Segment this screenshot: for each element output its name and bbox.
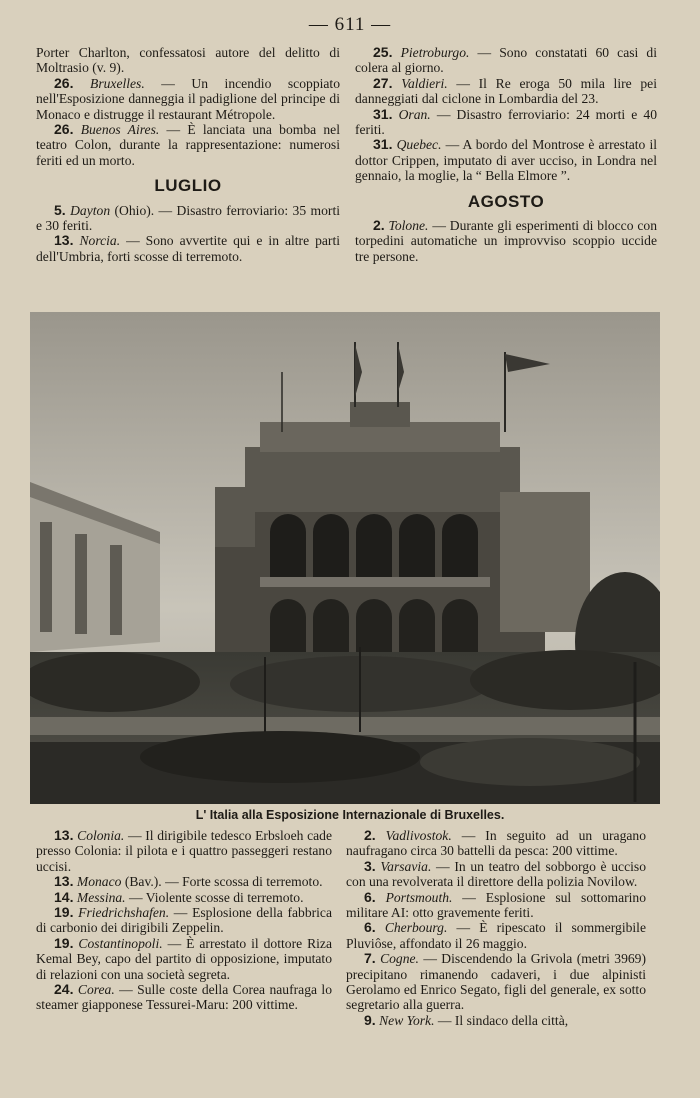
column-bottom-right: [346, 828, 646, 1028]
chronicle-entry: 13. Monaco (Bav.). — Forte scossa di terremoto.: [54, 873, 323, 890]
pavilion-illustration: [30, 312, 660, 804]
chronicle-entry: 6. Portsmouth. — Esplosione sul sottomarino militare AI: otto gravemente feriti.: [346, 888, 646, 921]
pavilion-photograph: [30, 312, 660, 804]
chronicle-entry: 2. Tolone. — Durante gli esperimenti di blocco con torpedini automatiche un improvviso scoppio uccide tre persone.: [355, 217, 657, 264]
column-bottom-left: [36, 828, 332, 1013]
chronicle-entry: 31. Quebec. — A bordo del Montrose è arrestato il dottor Crippen, imputato di aver ucciso, in Londra nel gennaio, la moglie, la “ Bella Elmore ”.: [355, 136, 658, 184]
chronicle-entry: 25. Pietroburgo. — Sono constatati 60 casi di colera al giorno.: [355, 44, 657, 76]
chronicle-entry: 13. Colonia. — Il dirigibile tedesco Erbsloeh cade presso Colonia: il pilota e i quattro passeggeri restano uccisi.: [36, 827, 332, 874]
chronicle-entry: 26. Buenos Aires. — È lanciata una bomba nel teatro Colon, durante la rappresentazione: numerosi feriti ed un morto.: [36, 121, 340, 168]
chronicle-entry: 14. Messina. — Violente scosse di terremoto.: [54, 888, 304, 905]
section-heading-agosto: AGOSTO: [467, 191, 545, 211]
column-top-left: [36, 45, 340, 264]
chronicle-entry: 3. Varsavia. — In un teatro del sobborgo è ucciso con una revolverata il direttore della polizia Novilow.: [346, 857, 646, 890]
column-top-right: [355, 45, 657, 264]
page-number: — 611 —: [308, 14, 392, 35]
chronicle-entry: 27. Valdieri. — Il Re eroga 50 mila lire pei danneggiati dal ciclone in Lombardia del 23.: [355, 74, 657, 107]
chronicle-entry: 6. Cherbourg. — È ripescato il sommergibile Pluviôse, affondato il 26 maggio.: [346, 919, 646, 951]
chronicle-entry: 7. Cogne. — Discendendo la Grivola (metri 3969) precipitano rimanendo cadaveri, i due alpinisti Gerolamo ed Enrico Segato, figli del generale, ex sotto segretario alla guerra.: [346, 950, 646, 1013]
chronicle-entry: 2. Vadlivostok. — In seguito ad un uragano naufragano circa 30 battelli da pesca: 200 vittime.: [346, 827, 646, 859]
chronicle-entry: 24. Corea. — Sulle coste della Corea naufraga lo steamer giapponese Tessurei-Maru: 200 vittime.: [36, 981, 332, 1013]
chronicle-entry: 19. Friedrichshafen. — Esplosione della fabbrica di carbonio dei dirigibili Zeppelin.: [36, 904, 332, 936]
chronicle-entry: 31. Oran. — Disastro ferroviario: 24 morti e 40 feriti.: [355, 105, 657, 138]
chronicle-entry: 19. Costantinopoli. — È arrestato il dottore Riza Kemal Bey, capo del partito di opposizione, imputato di relazioni con una società segreta.: [36, 934, 332, 982]
chronicle-entry: 13. Norcia. — Sono avvertite qui e in altre parti dell'Umbria, forti scosse di terremoto.: [36, 232, 340, 264]
chronicle-entry: 26. Bruxelles. — Un incendio scoppiato nell'Esposizione danneggia il padiglione del principe di Monaco e distrugge il restaurant Métropole.: [36, 74, 340, 122]
photo-caption: L' Italia alla Esposizione Internazionale di Bruxelles.: [195, 808, 505, 822]
chronicle-entry: 9. New York. — Il sindaco della città,: [364, 1011, 569, 1028]
section-heading-luglio: LUGLIO: [154, 176, 222, 196]
chronicle-entry: 5. Dayton (Ohio). — Disastro ferroviario: 35 morti e 30 feriti.: [36, 201, 340, 234]
continued-paragraph: Porter Charlton, confessatosi autore del delitto di Moltrasio (v. 9).: [36, 45, 340, 76]
